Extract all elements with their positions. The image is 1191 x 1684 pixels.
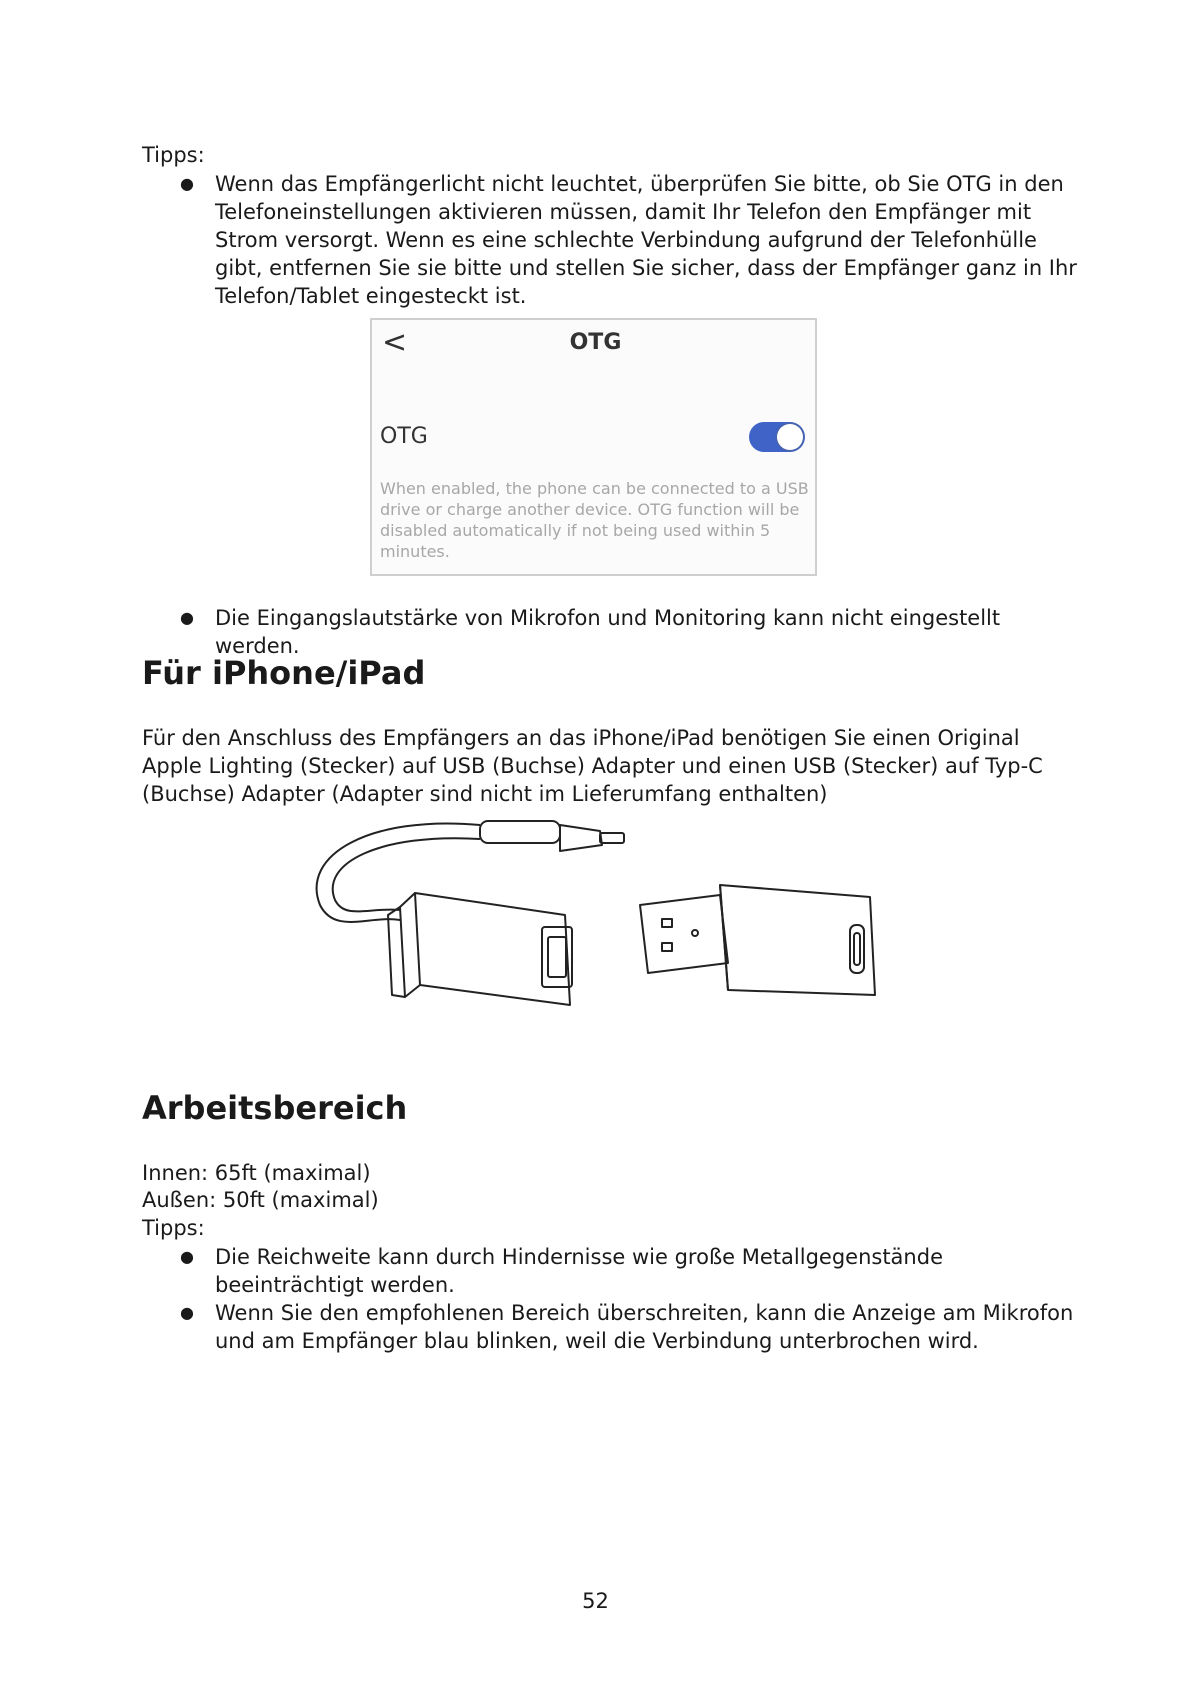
otg-screen-title: OTG bbox=[569, 330, 622, 355]
bullet-icon: ● bbox=[180, 608, 194, 627]
usb-male-plug bbox=[640, 895, 728, 973]
heading-iphone-ipad: Für iPhone/iPad bbox=[142, 654, 426, 692]
range-indoor: Innen: 65ft (maximal) bbox=[142, 1161, 371, 1185]
tip-volume-text: Die Eingangslautstärke von Mikrofon und Monitoring kann nicht eingestellt werden. bbox=[215, 606, 1001, 658]
lightning-connector bbox=[480, 821, 560, 843]
otg-description: When enabled, the phone can be connected to a USB drive or charge another device. OTG function will be disabled automatically if not being used within 5 minutes. bbox=[380, 479, 809, 561]
range-tip-blink: Wenn Sie den empfohlenen Bereich überschreiten, kann die Anzeige am Mikrofon und am Empfänger blau blinken, weil die Verbindung unterbrochen wird. bbox=[215, 1301, 1074, 1353]
otg-setting-label: OTG bbox=[380, 424, 428, 449]
heading-range: Arbeitsbereich bbox=[142, 1089, 408, 1127]
toggle-knob bbox=[777, 424, 803, 450]
tips-label: Tipps: bbox=[142, 1216, 205, 1240]
back-chevron-icon: < bbox=[382, 325, 408, 360]
range-tip-obstacles: Die Reichweite kann durch Hindernisse wie große Metallgegenstände beeinträchtigt werden. bbox=[215, 1245, 943, 1297]
otg-toggle-switch bbox=[749, 422, 805, 452]
usb-female-adapter bbox=[415, 893, 570, 1005]
iphone-adapter-paragraph: Für den Anschluss des Empfängers an das iPhone/iPad benötigen Sie einen Original Apple Lighting (Stecker) auf USB (Buchse) Adapter und einen USB (Stecker) auf Typ-C (Buchse) Adapter (Adapter sind nicht im Lieferumfang enthalten) bbox=[142, 726, 1043, 806]
adapter-illustration bbox=[310, 815, 890, 1060]
page-number: 52 bbox=[582, 1589, 609, 1613]
bullet-icon: ● bbox=[180, 174, 194, 193]
type-c-adapter bbox=[720, 885, 875, 995]
otg-settings-screenshot bbox=[370, 318, 817, 576]
range-outdoor: Außen: 50ft (maximal) bbox=[142, 1188, 379, 1212]
bullet-icon: ● bbox=[180, 1303, 194, 1322]
bullet-icon: ● bbox=[180, 1247, 194, 1266]
tip-otg-text: Wenn das Empfängerlicht nicht leuchtet, überprüfen Sie bitte, ob Sie OTG in den Telefoneinstellungen aktivieren müssen, damit Ihr Telefon den Empfänger mit Strom versorgt. Wenn es eine schlechte Verbindung aufgrund der Telefonhülle gibt, entfernen Sie sie bitte und stellen Sie sicher, dass der Empfänger ganz in Ihr Telefon/Tablet eingesteckt ist. bbox=[215, 172, 1077, 308]
tips-label: Tipps: bbox=[142, 143, 205, 167]
